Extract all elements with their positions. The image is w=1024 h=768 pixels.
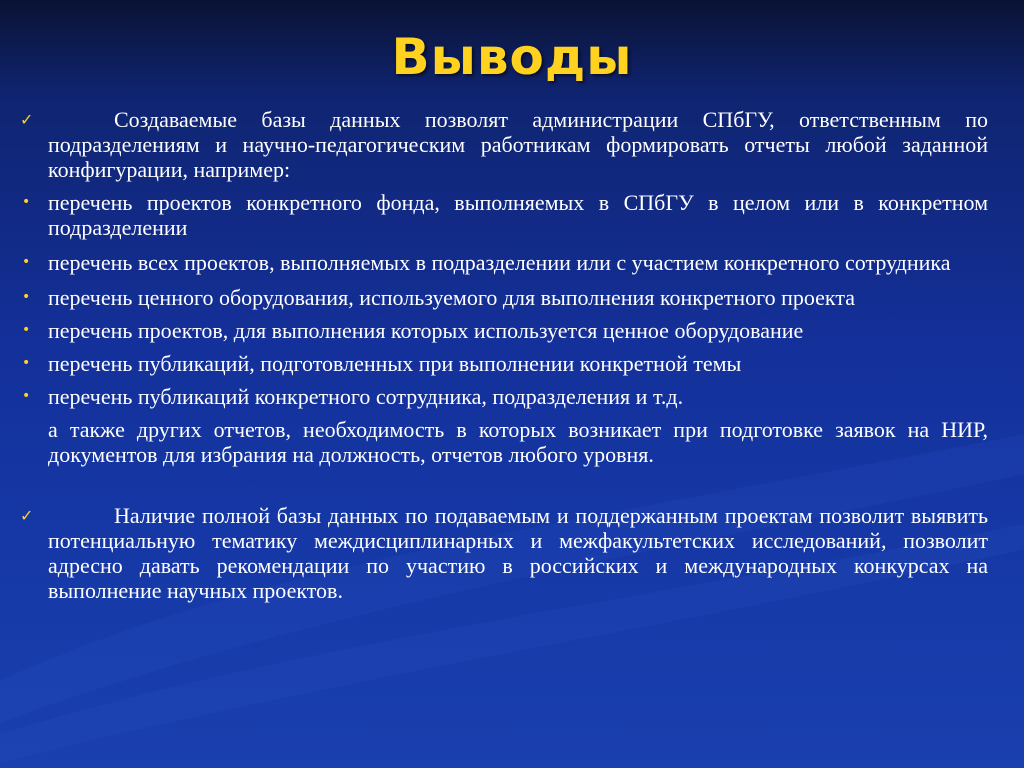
bullet-icon: • <box>22 355 31 371</box>
list-item-text: перечень ценного оборудования, используемого для выполнения конкретного проекта <box>48 285 855 310</box>
bullet-icon: • <box>22 322 31 338</box>
list-item <box>18 351 988 376</box>
slide-body <box>18 107 988 603</box>
list-item-text: перечень проектов, для выполнения которых используется ценное оборудование <box>48 318 804 343</box>
list-item <box>18 190 988 240</box>
conclusion-paragraph-1 <box>18 107 988 182</box>
bullet-icon: • <box>22 289 31 305</box>
list-item <box>18 384 988 409</box>
bullet-icon: • <box>22 194 31 210</box>
paragraph-1-text: Создаваемые базы данных позволят администрации СПбГУ, ответственным по подразделениям и научно-педагогическим работникам формировать отчеты любой заданной конфигурации, например: <box>48 107 988 182</box>
slide-title: Выводы <box>391 28 633 86</box>
paragraph-2-text: Наличие полной базы данных по подаваемым и поддержанным проектам позволит выявить потенциальную тематику междисциплинарных и межфакультетских исследований, позволит адресно давать рекомендации по участию в российских и международных конкурсах на выполнение научных проектов. <box>48 503 988 603</box>
checkmark-icon: ✓ <box>20 506 34 525</box>
continuation-text <box>18 417 988 467</box>
list-item-text: перечень публикаций, подготовленных при выполнении конкретной темы <box>48 351 742 376</box>
list-item-text: перечень проектов конкретного фонда, выполняемых в СПбГУ в целом или в конкретном подразделении <box>48 190 988 240</box>
bullet-icon: • <box>22 254 31 270</box>
conclusion-paragraph-2 <box>18 503 988 603</box>
checkmark-icon: ✓ <box>20 110 34 129</box>
continuation-text-body: а также других отчетов, необходимость в которых возникает при подготовке заявок на НИР, документов для избрания на должность, отчетов любого уровня. <box>48 417 988 467</box>
list-item <box>18 250 988 275</box>
bullet-icon: • <box>22 388 31 404</box>
list-item-text: перечень публикаций конкретного сотрудника, подразделения и т.д. <box>48 384 684 409</box>
list-item <box>18 318 988 343</box>
list-item-text: перечень всех проектов, выполняемых в подразделении или с участием конкретного сотрудника <box>48 250 951 275</box>
list-item <box>18 285 988 310</box>
